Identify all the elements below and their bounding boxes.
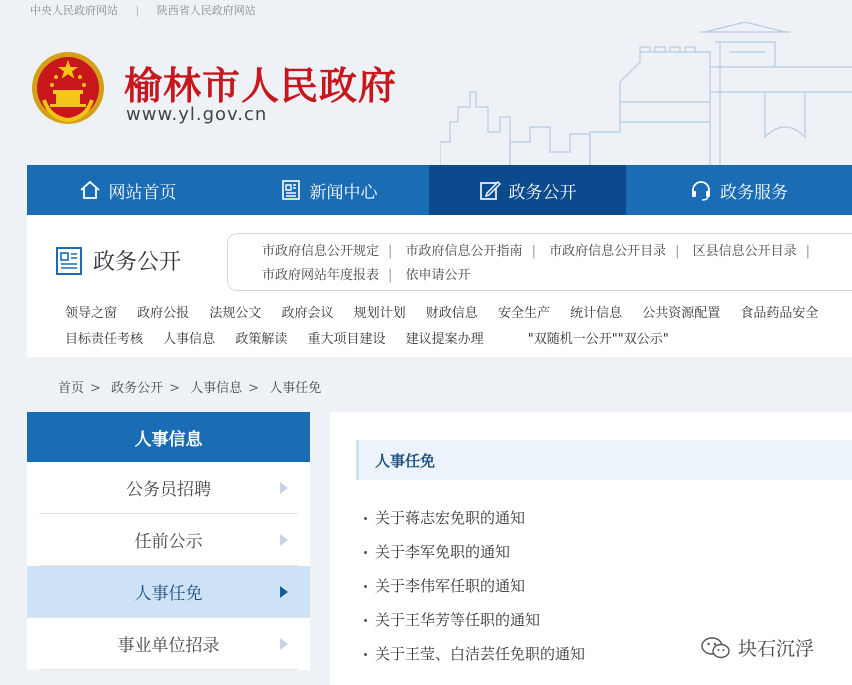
sublink-on-request[interactable]: 依申请公开	[405, 268, 471, 283]
info-disclosure-links	[227, 233, 852, 291]
sidebar-item-label: 人事任免	[134, 584, 203, 604]
headset-icon	[690, 179, 712, 201]
list-item[interactable]	[364, 606, 585, 640]
category-link[interactable]: 重大项目建设	[307, 332, 386, 347]
category-link[interactable]: 财政信息	[425, 306, 478, 321]
sublink-guide[interactable]: 市政府信息公开指南	[405, 244, 523, 259]
category-link[interactable]: 法规公文	[209, 306, 262, 321]
category-links	[65, 301, 852, 353]
sidebar-item-pre-appointment-notice[interactable]	[39, 514, 298, 566]
sidebar-item-label: 公务员招聘	[126, 480, 211, 500]
article-title: 关于李伟军任职的通知	[375, 577, 526, 595]
top-links	[0, 0, 852, 22]
list-item[interactable]	[364, 538, 585, 572]
edit-icon	[479, 179, 501, 201]
breadcrumb-item[interactable]: 首页	[58, 381, 85, 396]
section-title	[55, 245, 181, 276]
city-wall-skyline-illustration	[440, 22, 852, 165]
sidebar-title: 人事信息	[27, 412, 310, 462]
list-item[interactable]	[364, 572, 585, 606]
home-icon	[79, 179, 101, 201]
bullet-icon	[364, 585, 367, 588]
category-link[interactable]: 目标责任考核	[65, 332, 144, 347]
list-item[interactable]	[364, 640, 585, 674]
breadcrumb-separator: >	[169, 381, 180, 396]
nav-gov-affairs[interactable]	[429, 165, 626, 215]
main-nav	[27, 165, 852, 215]
arrow-right-icon	[280, 638, 288, 650]
article-title: 关于李军免职的通知	[375, 543, 511, 561]
nav-home-label: 网站首页	[108, 182, 177, 203]
breadcrumb	[58, 377, 321, 396]
category-link[interactable]: 人事信息	[163, 332, 216, 347]
divider: |	[805, 244, 811, 259]
category-link[interactable]: 规划计划	[353, 306, 406, 321]
site-title: 榆林市人民政府	[124, 64, 398, 108]
bullet-icon	[364, 517, 367, 520]
article-title: 关于王华芳等任职的通知	[375, 611, 541, 629]
sidebar-item-label: 事业单位招录	[117, 636, 220, 656]
site-url: www.yl.gov.cn	[126, 104, 268, 125]
sublink-catalog[interactable]: 市政府信息公开目录	[549, 244, 667, 259]
sidebar-item-civil-servant-recruitment[interactable]	[39, 462, 298, 514]
category-link[interactable]: 政府公报	[137, 306, 190, 321]
sublink-county-catalog[interactable]: 区县信息公开目录	[692, 244, 797, 259]
nav-home[interactable]	[27, 165, 228, 215]
category-link[interactable]: 政策解读	[235, 332, 288, 347]
divider: |	[388, 268, 393, 283]
list-item[interactable]	[364, 504, 585, 538]
arrow-right-icon	[280, 534, 288, 546]
section-panel	[27, 215, 852, 357]
breadcrumb-item[interactable]: 人事信息	[190, 381, 243, 396]
category-link[interactable]: 领导之窗	[65, 306, 118, 321]
nav-gov-services-label: 政务服务	[720, 182, 788, 203]
wechat-icon	[700, 635, 732, 661]
nav-news[interactable]	[228, 165, 429, 215]
newspaper-icon	[280, 179, 302, 201]
category-link[interactable]: 统计信息	[570, 306, 623, 321]
bullet-icon	[364, 551, 367, 554]
arrow-right-icon	[280, 586, 288, 598]
divider: |	[675, 244, 680, 259]
breadcrumb-item[interactable]: 政务公开	[111, 381, 164, 396]
nav-news-label: 新闻中心	[309, 182, 378, 203]
nav-gov-services[interactable]	[626, 165, 852, 215]
category-link[interactable]: 食品药品安全	[740, 306, 819, 321]
sublink-annual-report[interactable]: 市政府网站年度报表	[262, 268, 380, 283]
divider: |	[388, 244, 393, 259]
document-icon	[55, 246, 85, 276]
national-emblem-icon[interactable]	[30, 50, 106, 126]
category-link[interactable]: 安全生产	[497, 306, 550, 321]
category-link[interactable]: 建议提案办理	[405, 332, 484, 347]
wechat-watermark	[700, 634, 814, 661]
article-list	[364, 504, 585, 674]
sublink-regulations[interactable]: 市政府信息公开规定	[262, 244, 380, 259]
bullet-icon	[364, 653, 367, 656]
breadcrumb-current: 人事任免	[269, 381, 322, 396]
link-central-gov[interactable]: 中央人民政府网站	[30, 4, 118, 17]
nav-gov-affairs-label: 政务公开	[508, 182, 577, 203]
top-links-separator: |	[135, 4, 140, 17]
site-header	[0, 22, 852, 165]
sidebar-item-institution-recruitment[interactable]	[39, 618, 298, 670]
breadcrumb-separator: >	[90, 381, 101, 396]
category-link[interactable]: "双随机一公开""双公示"	[527, 332, 669, 347]
divider: |	[531, 244, 536, 259]
arrow-right-icon	[280, 482, 288, 494]
article-title: 关于王莹、白洁芸任免职的通知	[375, 645, 586, 663]
sidebar-item-label: 任前公示	[134, 532, 203, 552]
bullet-icon	[364, 619, 367, 622]
link-shaanxi-gov[interactable]: 陕西省人民政府网站	[156, 4, 256, 17]
content-heading: 人事任免	[356, 440, 852, 480]
category-link[interactable]: 公共资源配置	[642, 306, 721, 321]
watermark-text: 块石沉浮	[738, 638, 815, 660]
breadcrumb-separator: >	[248, 381, 260, 396]
article-title: 关于蒋志宏免职的通知	[375, 509, 526, 527]
sidebar-item-appointments[interactable]	[27, 566, 310, 618]
sidebar	[27, 412, 310, 670]
section-title-text: 政务公开	[93, 250, 182, 275]
category-link[interactable]: 政府会议	[281, 306, 334, 321]
